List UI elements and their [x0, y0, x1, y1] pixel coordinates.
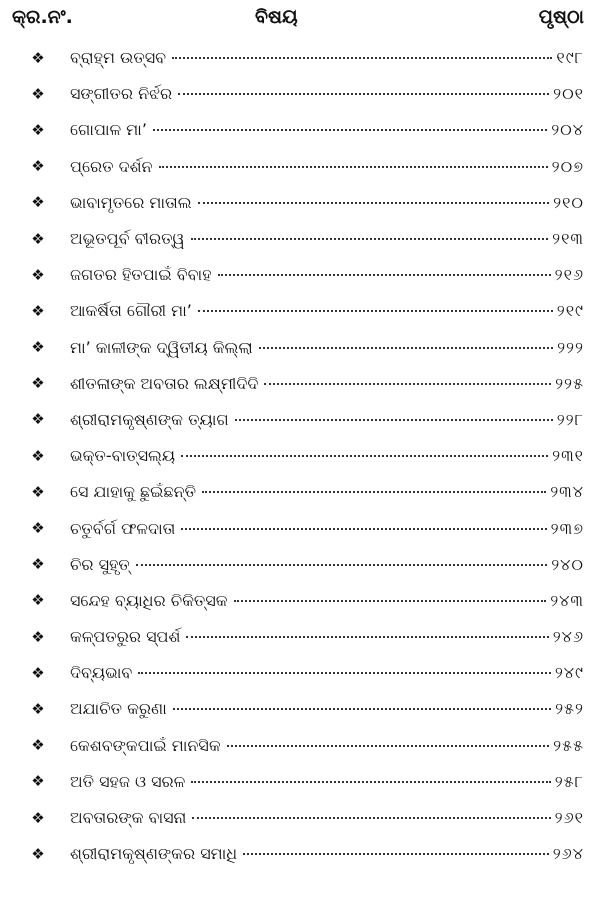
diamond-bullet-icon: ❖ [31, 193, 45, 212]
toc-entry [0, 76, 600, 112]
toc-entry-page-number: ୨୬୪ [552, 844, 584, 864]
dot-leader [172, 57, 552, 59]
toc-entry-page-number: ୨୪୬ [552, 627, 584, 647]
diamond-bullet-icon: ❖ [31, 374, 45, 393]
toc-entry [0, 112, 600, 148]
diamond-bullet-icon: ❖ [31, 338, 45, 357]
toc-entry-row [70, 193, 584, 213]
toc-entry-title: ଭାବାମୃତରେ ମାତାଲ [70, 192, 192, 212]
diamond-bullet-icon: ❖ [31, 48, 45, 67]
toc-entry-row [70, 627, 584, 647]
diamond-bullet-icon: ❖ [31, 772, 45, 791]
diamond-bullet-icon: ❖ [31, 736, 45, 755]
page-number-heading: ପୃଷ୍ଠା [538, 6, 584, 28]
toc-entry-page-number: ୨୧୦ [553, 192, 584, 212]
toc-entry-row [70, 844, 584, 864]
toc-entry-row [70, 808, 584, 828]
toc-entry-title: ଅଭୂତପୂର୍ବ ବୀରତ୍ୱ [70, 229, 185, 249]
toc-entry-page-number: ୧୯୮ [556, 48, 584, 68]
toc-entry [0, 221, 600, 257]
toc-entry-page-number: ୨୧୬ [554, 265, 584, 285]
toc-entry-page-number: ୨୧୯ [556, 301, 584, 321]
toc-entry [0, 655, 600, 691]
toc-entry-row [70, 157, 584, 177]
toc-entry [0, 691, 600, 727]
dot-leader [198, 310, 553, 312]
toc-entry-row [70, 301, 584, 321]
toc-entry-title: ଗୋପାଳ ମା’ [70, 120, 147, 140]
toc-entry [0, 547, 600, 583]
toc-entry [0, 330, 600, 366]
toc-entry-title: ଶ୍ରୀରାମକୃଷ୍ଣଙ୍କର ସମାଧି [70, 844, 238, 864]
toc-entry-title: ଅତି ସହଜ ଓ ସରଳ [70, 771, 186, 791]
toc-entry-title: ବ୍ରାହ୍ମ ଉତ୍ସବ [70, 48, 167, 68]
dot-leader [181, 528, 546, 530]
toc-entry [0, 619, 600, 655]
toc-entry-title: ଭକ୍ତ-ବାତ୍ସଲ୍ୟ [70, 446, 176, 466]
toc-entry-title: ସେ ଯାହାକୁ ଛୁଇଁଛନ୍ତି [70, 482, 197, 502]
toc-entry-title: ଚତୁର୍ବର୍ଗ ଫଳଦାତା [70, 518, 176, 538]
toc-entry-page-number: ୨୪୩ [550, 590, 584, 610]
diamond-bullet-icon: ❖ [31, 446, 45, 465]
toc-entry-row [70, 410, 584, 430]
toc-entry-title: ଶୀତଳାଙ୍କ ଅବତାର ଲକ୍ଷ୍ମୀଦିଦି [70, 373, 259, 393]
dot-leader [264, 383, 551, 385]
toc-entry-row [70, 555, 584, 575]
diamond-bullet-icon: ❖ [31, 663, 45, 682]
toc-entry-row [70, 120, 584, 140]
toc-entry-row [70, 446, 584, 466]
diamond-bullet-icon: ❖ [31, 555, 45, 574]
dot-leader [235, 419, 553, 421]
toc-entry-page-number: ୨୫୨ [555, 699, 584, 719]
toc-entry-row [70, 229, 584, 249]
dot-leader [202, 491, 546, 493]
diamond-bullet-icon: ❖ [31, 157, 45, 176]
toc-entry-page-number: ୨୦୧ [553, 84, 584, 104]
toc-entry-page-number: ୨୫୫ [553, 735, 584, 755]
toc-entry-page-number: ୨୫୮ [554, 771, 584, 791]
toc-entry-page-number: ୨୩୪ [550, 482, 584, 502]
diamond-bullet-icon: ❖ [31, 410, 45, 429]
toc-entry [0, 474, 600, 510]
diamond-bullet-icon: ❖ [31, 627, 45, 646]
dot-leader [178, 93, 549, 95]
toc-entry [0, 366, 600, 402]
diamond-bullet-icon: ❖ [31, 591, 45, 610]
toc-entry-page-number: ୨୧୩ [552, 229, 584, 249]
dot-leader [181, 455, 548, 457]
toc-entry-page-number: ୨୨୨ [557, 337, 584, 357]
dot-leader [191, 781, 550, 783]
dot-leader [198, 202, 549, 204]
dot-leader [234, 600, 547, 602]
toc-entry-page-number: ୨୩୧ [552, 446, 584, 466]
dot-leader [138, 672, 551, 674]
toc-entry-row [70, 48, 584, 68]
diamond-bullet-icon: ❖ [31, 120, 45, 139]
toc-entry-row [70, 84, 584, 104]
diamond-bullet-icon: ❖ [31, 84, 45, 103]
toc-entry-title: ଚିର ସୁହୃତ୍ [70, 554, 130, 574]
toc-entry-title: ଦିବ୍ୟଭାବ [70, 663, 133, 683]
toc-list [0, 40, 600, 872]
dot-leader [227, 745, 549, 747]
diamond-bullet-icon: ❖ [31, 519, 45, 538]
toc-entry-page-number: ୨୦୭ [551, 156, 584, 176]
toc-entry [0, 257, 600, 293]
dot-leader [192, 817, 550, 819]
toc-entry-title: ପ୍ରେତ ଦର୍ଶନ [70, 156, 153, 176]
toc-entry [0, 800, 600, 836]
toc-entry-row [70, 374, 584, 394]
diamond-bullet-icon: ❖ [31, 265, 45, 284]
toc-entry-title: କେଶବଙ୍କପାଇଁ ମାନସିକ [70, 735, 221, 755]
toc-entry [0, 40, 600, 76]
toc-entry [0, 836, 600, 872]
diamond-bullet-icon: ❖ [31, 229, 45, 248]
toc-entry-page-number: ୨୪୯ [554, 663, 584, 683]
toc-entry-row [70, 663, 584, 683]
diamond-bullet-icon: ❖ [31, 301, 45, 320]
toc-entry-page-number: ୨୪୦ [551, 554, 584, 574]
toc-entry [0, 583, 600, 619]
toc-entry [0, 764, 600, 800]
toc-entry-title: କଳ୍ପତରୁର ସ୍ପର୍ଶ [70, 627, 181, 647]
toc-entry-row [70, 772, 584, 792]
toc-entry [0, 185, 600, 221]
toc-entry-row [70, 519, 584, 539]
toc-entry-title: ଜଗତର ହିତପାଇଁ ବିବାହ [70, 265, 212, 285]
diamond-bullet-icon: ❖ [31, 808, 45, 827]
toc-entry-page-number: ୨୬୧ [554, 808, 584, 828]
diamond-bullet-icon: ❖ [31, 699, 45, 718]
toc-entry-title: ସଙ୍ଗୀତର ନିର୍ଝର [70, 84, 173, 104]
toc-entry [0, 728, 600, 764]
toc-entry-row [70, 338, 584, 358]
toc-entry-title: ମା’ କାଳୀଙ୍କ ଦ୍ୱିତୀୟ କିଲ୍ଲା [70, 337, 253, 357]
toc-entry-page-number: ୨୩୭ [550, 518, 584, 538]
toc-entry-row [70, 591, 584, 611]
dot-leader [191, 238, 549, 240]
toc-entry-row [70, 736, 584, 756]
toc-entry-title: ଅଯାଚିତ କରୁଣା [70, 699, 167, 719]
dot-leader [259, 347, 553, 349]
dot-leader [173, 708, 551, 710]
dot-leader [218, 274, 551, 276]
toc-entry-title: ସନ୍ଦେହ ବ୍ୟାଧିର ଚିକିତ୍ସକ [70, 590, 228, 610]
toc-entry [0, 510, 600, 546]
toc-entry-page-number: ୨୦୪ [551, 120, 584, 140]
serial-number-heading: କ୍ର.ନଂ. [12, 6, 73, 28]
diamond-bullet-icon: ❖ [31, 844, 45, 863]
diamond-bullet-icon: ❖ [31, 482, 45, 501]
dot-leader [243, 853, 549, 855]
dot-leader [186, 636, 548, 638]
toc-entry-row [70, 699, 584, 719]
toc-entry [0, 438, 600, 474]
toc-entry [0, 293, 600, 329]
toc-entry-row [70, 265, 584, 285]
toc-entry [0, 149, 600, 185]
toc-entry-page-number: ୨୨୫ [555, 373, 584, 393]
toc-entry-page-number: ୨୨୮ [556, 409, 584, 429]
toc-header [0, 6, 600, 36]
toc-entry-title: ଅବତାରଙ୍କ ବାସନା [70, 808, 187, 828]
dot-leader [136, 564, 547, 566]
toc-entry [0, 402, 600, 438]
toc-entry-title: ଶ୍ରୀରାମକୃଷ୍ଣଙ୍କ ତ୍ୟାଗ [70, 409, 229, 429]
dot-leader [159, 166, 548, 168]
dot-leader [153, 129, 547, 131]
toc-entry-row [70, 482, 584, 502]
toc-entry-title: ଆକର୍ଷିତା ଗୌରୀ ମା’ [70, 301, 192, 321]
subject-heading: ବିଷୟ [255, 6, 298, 28]
